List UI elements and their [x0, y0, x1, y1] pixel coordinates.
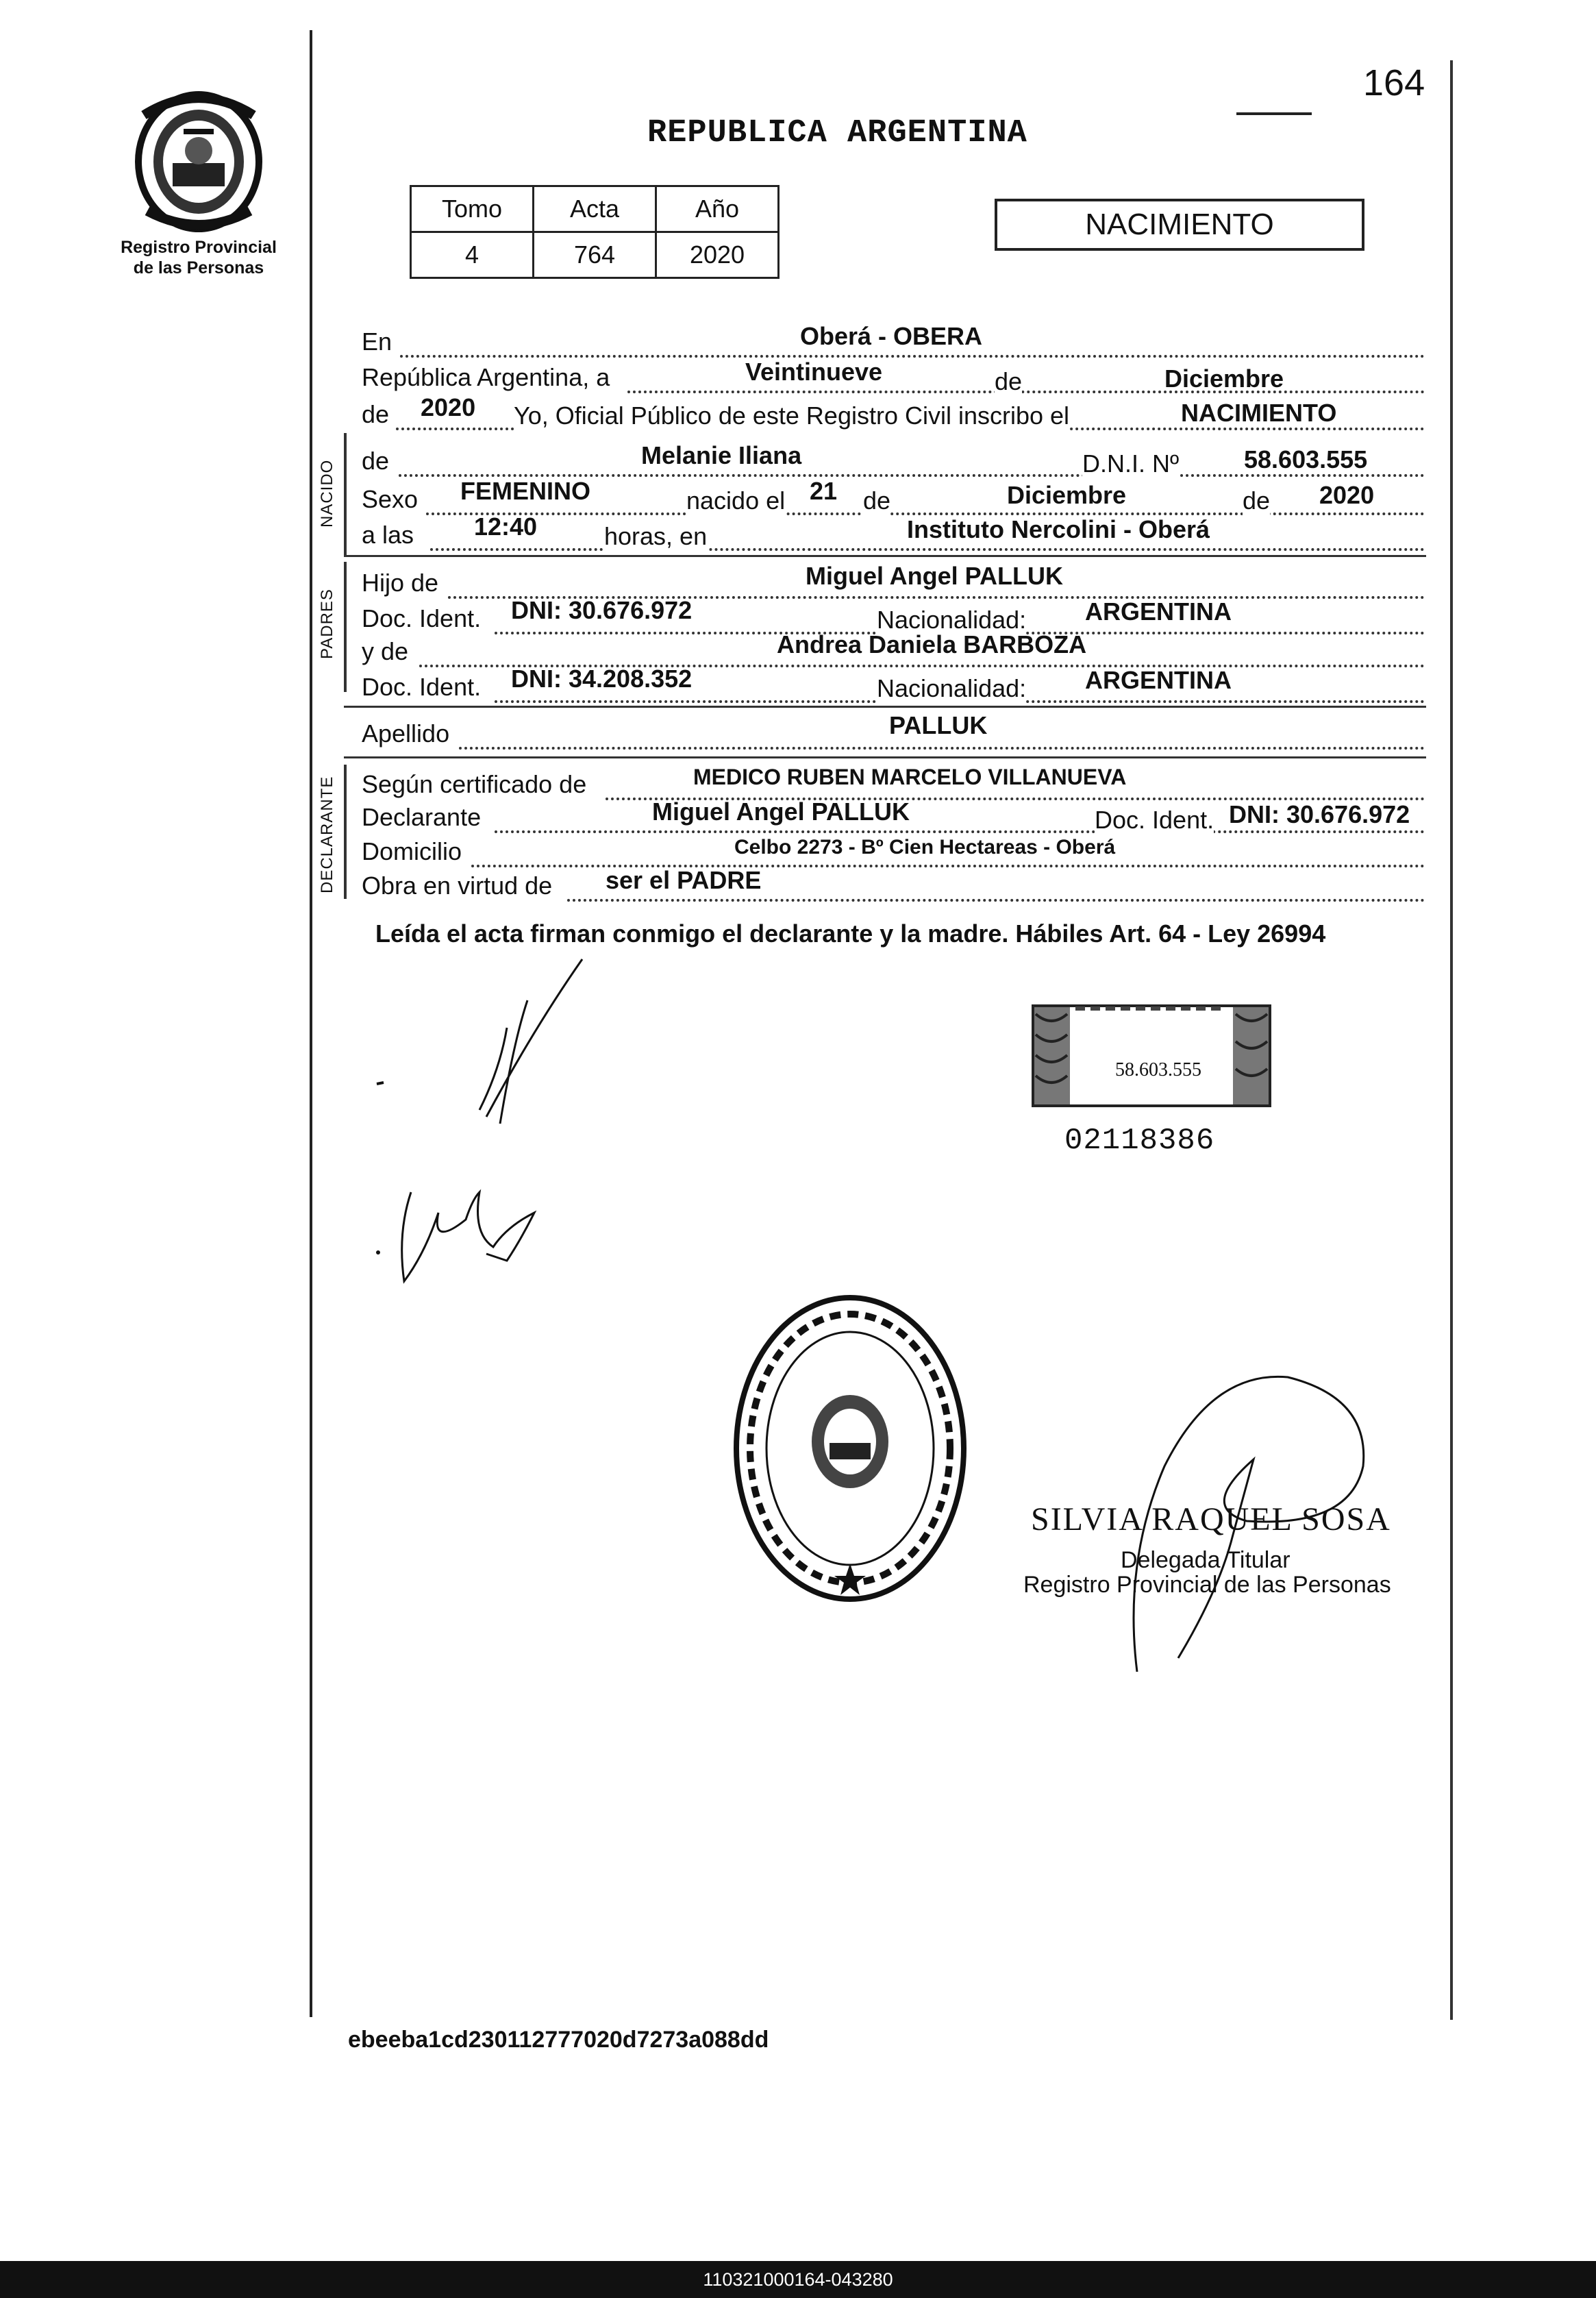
section-divider — [344, 555, 1426, 557]
right-margin-line — [1450, 60, 1453, 2020]
left-margin-line — [310, 30, 312, 2017]
record-kind: NACIMIENTO — [1181, 399, 1337, 427]
sexo-label: Sexo — [362, 485, 419, 513]
birth-year: 2020 — [1319, 481, 1375, 509]
acta-header-row — [411, 186, 779, 232]
registration-day: Veintinueve — [745, 358, 883, 386]
obra-value: ser el PADRE — [606, 866, 762, 894]
registrar-name: SILVIA RAQUEL SOSA — [1031, 1501, 1391, 1537]
row-apellido — [362, 711, 1425, 747]
de-label: de — [995, 367, 1023, 395]
father-doc-label: Doc. Ident. — [362, 604, 482, 632]
mother-doc-label: Doc. Ident. — [362, 673, 482, 701]
birth-place: Instituto Nercolini - Oberá — [907, 515, 1210, 543]
nacido-el-label: nacido el — [686, 486, 786, 515]
nacido-de-label-2: de — [863, 486, 891, 515]
registrar-role: Delegada Titular — [1121, 1547, 1290, 1573]
row-father-doc — [362, 596, 1425, 632]
row-mother-doc — [362, 665, 1425, 700]
section-divider — [344, 706, 1426, 708]
declarante-doc: DNI: 30.676.972 — [1229, 800, 1410, 828]
mother-signature — [370, 1172, 548, 1295]
row-nacido-time — [362, 512, 1425, 548]
stamp-dni: 58.603.555 — [1115, 1059, 1201, 1080]
nacido-de-label-3: de — [1243, 486, 1271, 515]
nacido-section-bar — [344, 433, 347, 555]
logo-caption-line2: de las Personas — [133, 258, 264, 277]
birth-time: 12:40 — [474, 512, 538, 541]
child-sexo: FEMENINO — [460, 477, 591, 505]
ano-header: Año — [656, 186, 779, 232]
row-year — [362, 393, 1425, 429]
acta-table — [410, 185, 780, 279]
mother-nationality-label: Nacionalidad: — [877, 674, 1027, 702]
declarante-section-label: DECLARANTE — [318, 776, 336, 893]
declarant-signature — [370, 946, 603, 1137]
declarante-label: Declarante — [362, 803, 482, 831]
acta-value-row — [411, 232, 779, 278]
tomo-header: Tomo — [411, 186, 534, 232]
row-republica — [362, 358, 1425, 393]
apellido-label: Apellido — [362, 719, 450, 748]
certificado-value: MEDICO RUBEN MARCELO VILLANUEVA — [693, 765, 1127, 789]
birth-month: Diciembre — [1007, 481, 1127, 509]
province-seal-logo — [130, 88, 267, 235]
mother-nationality: ARGENTINA — [1085, 666, 1232, 694]
nacido-de-label: de — [362, 447, 390, 475]
dotted-line — [459, 747, 1425, 750]
padres-section-bar — [344, 562, 347, 692]
registration-year: 2020 — [421, 393, 476, 421]
father-nationality-label: Nacionalidad: — [877, 606, 1027, 634]
registration-place: Oberá - OBERA — [800, 322, 983, 350]
apellido-value: PALLUK — [889, 711, 988, 739]
child-name: Melanie Iliana — [641, 441, 802, 469]
mother-name: Andrea Daniela BARBOZA — [777, 630, 1087, 658]
dni-label: D.N.I. Nº — [1082, 449, 1180, 478]
child-dni: 58.603.555 — [1244, 445, 1368, 473]
mother-doc: DNI: 34.208.352 — [511, 665, 693, 693]
dash-mark — [1236, 112, 1312, 115]
certificado-label: Según certificado de — [362, 770, 587, 798]
declarante-name: Miguel Angel PALLUK — [652, 798, 910, 826]
fingerprint-stamp-box — [1027, 1000, 1274, 1110]
padres-section-label: PADRES — [318, 589, 336, 659]
y-de-label: y de — [362, 637, 409, 665]
row-y-de — [362, 630, 1425, 666]
row-hijo-de — [362, 562, 1425, 597]
section-divider — [344, 756, 1426, 758]
tomo-value: 4 — [411, 232, 534, 278]
ano-value: 2020 — [656, 232, 779, 278]
nacido-section-label: NACIDO — [318, 459, 336, 528]
logo-caption — [103, 237, 295, 278]
row-certificado — [362, 762, 1425, 798]
record-type-box: NACIMIENTO — [995, 199, 1364, 251]
year-de-label: de — [362, 400, 390, 428]
obra-label: Obra en virtud de — [362, 872, 553, 900]
birth-day: 21 — [810, 477, 838, 505]
footer-code: 110321000164-043280 — [703, 2269, 893, 2290]
row-domicilio — [362, 832, 1425, 867]
acta-value: 764 — [534, 232, 656, 278]
domicilio-label: Domicilio — [362, 837, 462, 865]
acta-header: Acta — [534, 186, 656, 232]
declarante-section-bar — [344, 765, 347, 899]
row-nacido-sexo — [362, 477, 1425, 515]
row-en — [362, 322, 1425, 358]
father-name: Miguel Angel PALLUK — [806, 562, 1063, 590]
en-label: En — [362, 328, 392, 356]
document-hash: ebeeba1cd230112777020d7273a088dd — [348, 2027, 769, 2053]
dotted-line — [430, 548, 1425, 551]
logo-caption-line1: Registro Provincial — [121, 238, 277, 257]
hijo-de-label: Hijo de — [362, 569, 439, 597]
row-obra — [362, 866, 1425, 902]
stamp-serial: 02118386 — [1064, 1124, 1215, 1158]
country-title: REPUBLICA ARGENTINA — [647, 115, 1027, 151]
dotted-line — [567, 899, 1425, 902]
father-nationality: ARGENTINA — [1085, 597, 1232, 626]
domicilio-value: Celbo 2273 - Bº Cien Hectareas - Oberá — [734, 836, 1116, 858]
registry-oval-seal — [730, 1289, 970, 1605]
registrar-organization: Registro Provincial de las Personas — [1023, 1572, 1391, 1598]
declarante-doc-label: Doc. Ident. — [1095, 806, 1214, 834]
republic-label: República Argentina, a — [362, 363, 610, 391]
registration-month: Diciembre — [1164, 365, 1284, 393]
father-doc: DNI: 30.676.972 — [511, 596, 693, 624]
horas-label: horas, en — [604, 522, 708, 550]
page-number: 164 — [1363, 62, 1425, 103]
officer-text: Yo, Oficial Público de este Registro Civil inscribo el — [514, 401, 1070, 430]
a-las-label: a las — [362, 521, 414, 549]
row-declarante — [362, 798, 1425, 833]
row-nacido-name — [362, 441, 1425, 477]
closing-text: Leída el acta firman conmigo el declarante y la madre. Hábiles Art. 64 - Ley 26994 — [375, 919, 1326, 948]
